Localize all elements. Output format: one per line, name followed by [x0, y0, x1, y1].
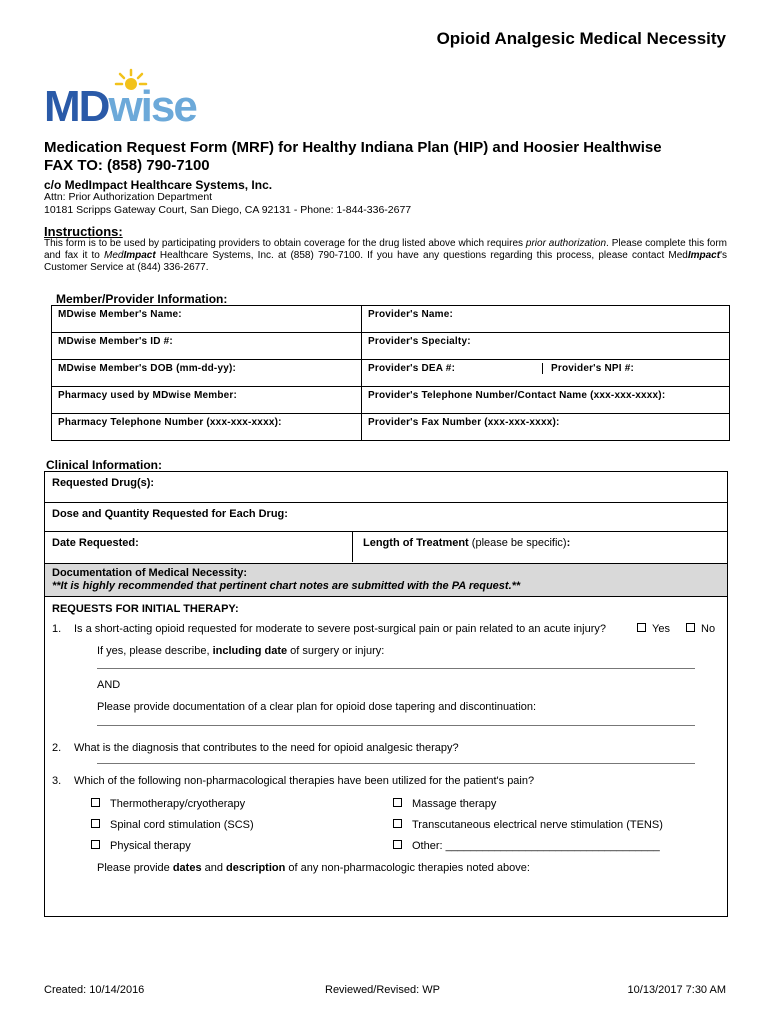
dose-quantity-field[interactable]: Dose and Quantity Requested for Each Drug:: [45, 503, 727, 532]
document-title: Opioid Analgesic Medical Necessity: [436, 29, 726, 48]
q1-yes-option[interactable]: Yes: [637, 623, 670, 635]
provider-name-field[interactable]: Provider's Name:: [362, 306, 730, 333]
q2-number: 2.: [52, 742, 62, 754]
q1-describe: If yes, please describe, including date of surgery or injury:: [97, 645, 385, 657]
and-label: AND: [97, 679, 121, 691]
date-length-row: [45, 532, 727, 564]
q2-line[interactable]: [97, 763, 695, 764]
footer-created: Created: 10/14/2016: [44, 984, 145, 996]
member-provider-heading: Member/Provider Information:: [56, 292, 228, 306]
q1-plan-line[interactable]: [97, 725, 695, 726]
provider-phone-field[interactable]: Provider's Telephone Number/Contact Name (xxx-xxx-xxxx):: [362, 387, 730, 414]
member-id-field[interactable]: MDwise Member's ID #:: [52, 333, 362, 360]
q2-text: What is the diagnosis that contributes to the need for opioid analgesic therapy?: [74, 742, 459, 754]
documentation-header: [45, 564, 727, 597]
therapy-tens[interactable]: Transcutaneous electrical nerve stimulation (TENS): [393, 819, 663, 831]
address-line: 10181 Scripps Gateway Court, San Diego, CA 92131 - Phone: 1-844-336-2677: [44, 204, 412, 216]
provider-npi-field[interactable]: Provider's NPI #:: [542, 363, 634, 374]
checkbox-massage[interactable]: [393, 798, 402, 807]
footer-date: 10/13/2017 7:30 AM: [627, 984, 726, 996]
mdwise-logo: MDwise: [44, 82, 196, 131]
checkbox-no[interactable]: [686, 623, 695, 632]
q1-no-option[interactable]: No: [686, 623, 715, 635]
q3-number: 3.: [52, 775, 62, 787]
clinical-heading: Clinical Information:: [46, 458, 163, 472]
therapy-thermo[interactable]: Thermotherapy/cryotherapy: [91, 798, 245, 810]
pharmacy-field[interactable]: Pharmacy used by MDwise Member:: [52, 387, 362, 414]
date-requested-field[interactable]: Date Requested:: [45, 532, 353, 562]
q1-text: Is a short-acting opioid requested for moderate to severe post-surgical pain or pain related to an acute injury?: [74, 623, 606, 635]
q1-describe-line[interactable]: [97, 668, 695, 669]
fax-number: FAX TO: (858) 790-7100: [44, 157, 210, 174]
length-of-treatment-field[interactable]: Length of Treatment (please be specific):: [363, 537, 571, 549]
care-of: c/o MedImpact Healthcare Systems, Inc.: [44, 178, 273, 192]
member-name-field[interactable]: MDwise Member's Name:: [52, 306, 362, 333]
checkbox-yes[interactable]: [637, 623, 646, 632]
therapy-scs[interactable]: Spinal cord stimulation (SCS): [91, 819, 254, 831]
checkbox-scs[interactable]: [91, 819, 100, 828]
documentation-heading: Documentation of Medical Necessity:: [52, 567, 247, 579]
checkbox-physical[interactable]: [91, 840, 100, 849]
therapy-massage[interactable]: Massage therapy: [393, 798, 496, 810]
pharmacy-phone-field[interactable]: Pharmacy Telephone Number (xxx-xxx-xxxx):: [52, 414, 362, 441]
form-title: Medication Request Form (MRF) for Healthy Indiana Plan (HIP) and Hoosier Healthwise: [44, 139, 662, 156]
therapy-physical[interactable]: Physical therapy: [91, 840, 191, 852]
member-dob-field[interactable]: MDwise Member's DOB (mm-dd-yy):: [52, 360, 362, 387]
instructions-heading: Instructions:: [44, 224, 123, 239]
checkbox-thermo[interactable]: [91, 798, 100, 807]
attention-block: [44, 191, 411, 217]
footer-reviewed: Reviewed/Revised: WP: [325, 984, 440, 996]
clinical-box: [44, 471, 728, 917]
q1-plan-text: Please provide documentation of a clear plan for opioid dose tapering and discontinuation:: [97, 701, 537, 713]
q3-describe: Please provide dates and description of any non-pharmacologic therapies noted above:: [97, 862, 530, 874]
provider-fax-field[interactable]: Provider's Fax Number (xxx-xxx-xxxx):: [362, 414, 730, 441]
q1-number: 1.: [52, 623, 62, 635]
instructions-text: This form is to be used by participating providers to obtain coverage for the drug listed above which requires prior authorization. Please complete this form and fax it to MedImpact Healthcare Systems, Inc. at (858) 790-7100. If you have any questions regarding this process, please contact MedImpact's Customer Service at (844) 336-2677.: [44, 238, 727, 273]
provider-dea-field[interactable]: Provider's DEA #: Provider's NPI #:: [362, 360, 730, 387]
checkbox-tens[interactable]: [393, 819, 402, 828]
checkbox-other[interactable]: [393, 840, 402, 849]
requested-drugs-field[interactable]: Requested Drug(s):: [45, 472, 727, 503]
provider-specialty-field[interactable]: Provider's Specialty:: [362, 333, 730, 360]
q3-text: Which of the following non-pharmacological therapies have been utilized for the patient's pain?: [74, 775, 535, 787]
attn-line: Attn: Prior Authorization Department: [44, 191, 213, 203]
member-provider-table: [51, 305, 730, 441]
documentation-note: **It is highly recommended that pertinent chart notes are submitted with the PA request.**: [52, 580, 521, 592]
therapy-other[interactable]: Other: ___________________________________: [393, 840, 660, 852]
initial-therapy-heading: REQUESTS FOR INITIAL THERAPY:: [52, 603, 239, 615]
